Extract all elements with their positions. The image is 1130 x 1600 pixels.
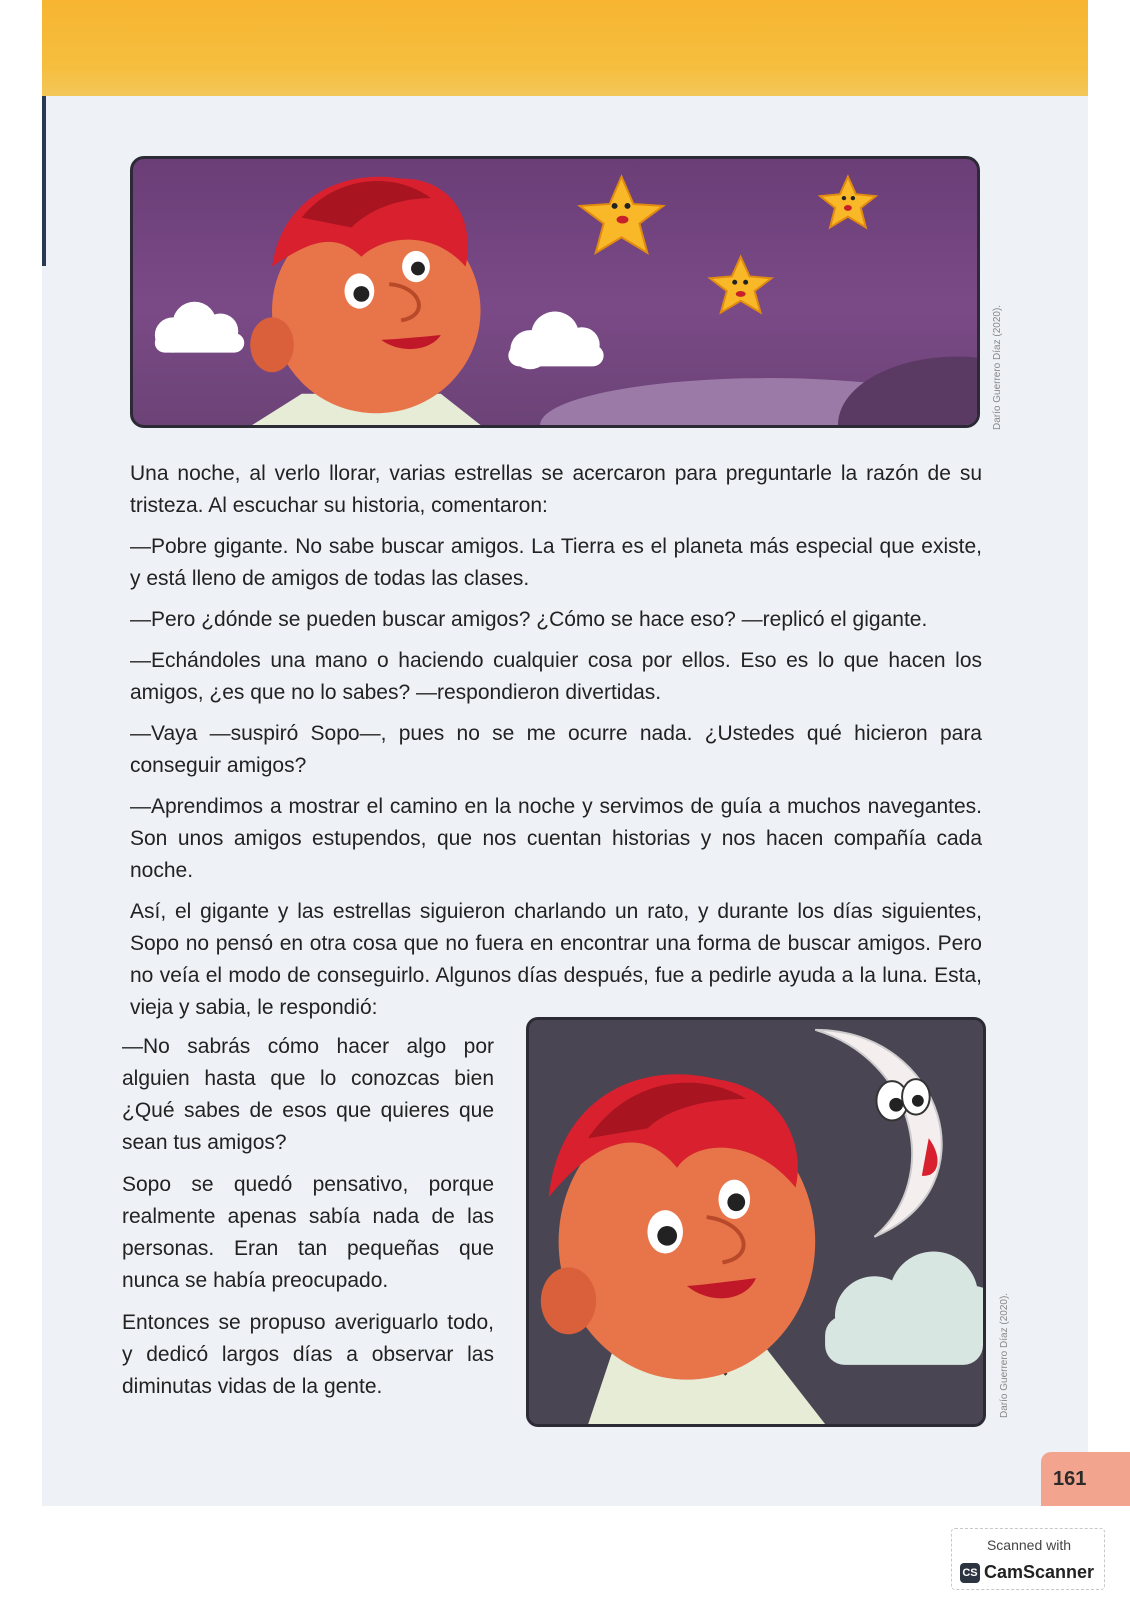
paragraph: Sopo se quedó pensativo, porque realmente apenas sabía nada de las personas. Eran tan pequeñas que nunca se había preocupado. — [122, 1173, 494, 1292]
paragraph: —Vaya —suspiró Sopo—, pues no se me ocurre nada. ¿Ustedes qué hicieron para conseguir amigos? — [130, 722, 982, 777]
paragraph: —Aprendimos a mostrar el camino en la noche y servimos de guía a muchos navegantes. Son unos amigos estupendos, que nos cuentan historias y nos hacen compañía cada noche. — [130, 795, 982, 882]
illustration-credit: Darío Guerrero Díaz (2020). — [992, 304, 1003, 430]
page-edge — [42, 96, 46, 266]
page-number: 161 — [1041, 1452, 1130, 1506]
camscanner-logo-icon: CS — [960, 1563, 980, 1583]
book-page — [42, 0, 1088, 1506]
story-text — [130, 458, 982, 1033]
paragraph: Así, el gigante y las estrellas siguieron charlando un rato, y durante los días siguientes, Sopo no pensó en otra cosa que no fuera en encontrar una forma de buscar amigos. Pero no veía el modo de conseguirlo. Algunos días después, fue a pedirle ayuda a la luna. Esta, vieja y sabia, le respondió: — [130, 900, 982, 1019]
page-header-band — [42, 0, 1088, 96]
illustration-boy-stars — [130, 156, 980, 428]
paragraph: —Echándoles una mano o haciendo cualquier cosa por ellos. Eso es lo que hacen los amigos, ¿es que no lo sabes? —respondieron divertidas. — [130, 649, 982, 704]
paragraph: —Pero ¿dónde se pueden buscar amigos? ¿Cómo se hace eso? —replicó el gigante. — [130, 608, 928, 631]
illustration-credit: Darío Guerrero Díaz (2020). — [999, 1292, 1010, 1418]
paragraph: Entonces se propuso averiguarlo todo, y dedicó largos días a observar las diminutas vidas de la gente. — [122, 1311, 494, 1398]
scanner-brand: CamScanner — [984, 1562, 1095, 1582]
scanner-caption: Scanned with — [986, 1537, 1072, 1553]
paragraph: —Pobre gigante. No sabe buscar amigos. La Tierra es el planeta más especial que existe, y está lleno de amigos de todas las clases. — [130, 535, 982, 590]
illustration-boy-moon — [526, 1017, 986, 1427]
paragraph: —No sabrás cómo hacer algo por alguien hasta que lo conozcas bien ¿Qué sabes de esos que quieres que sean tus amigos? — [122, 1035, 494, 1154]
scanner-watermark — [951, 1528, 1105, 1590]
story-text-side — [122, 1031, 494, 1413]
paragraph: Una noche, al verlo llorar, varias estrellas se acercaron para preguntarle la razón de su tristeza. Al escuchar su historia, comentaron: — [130, 462, 982, 517]
